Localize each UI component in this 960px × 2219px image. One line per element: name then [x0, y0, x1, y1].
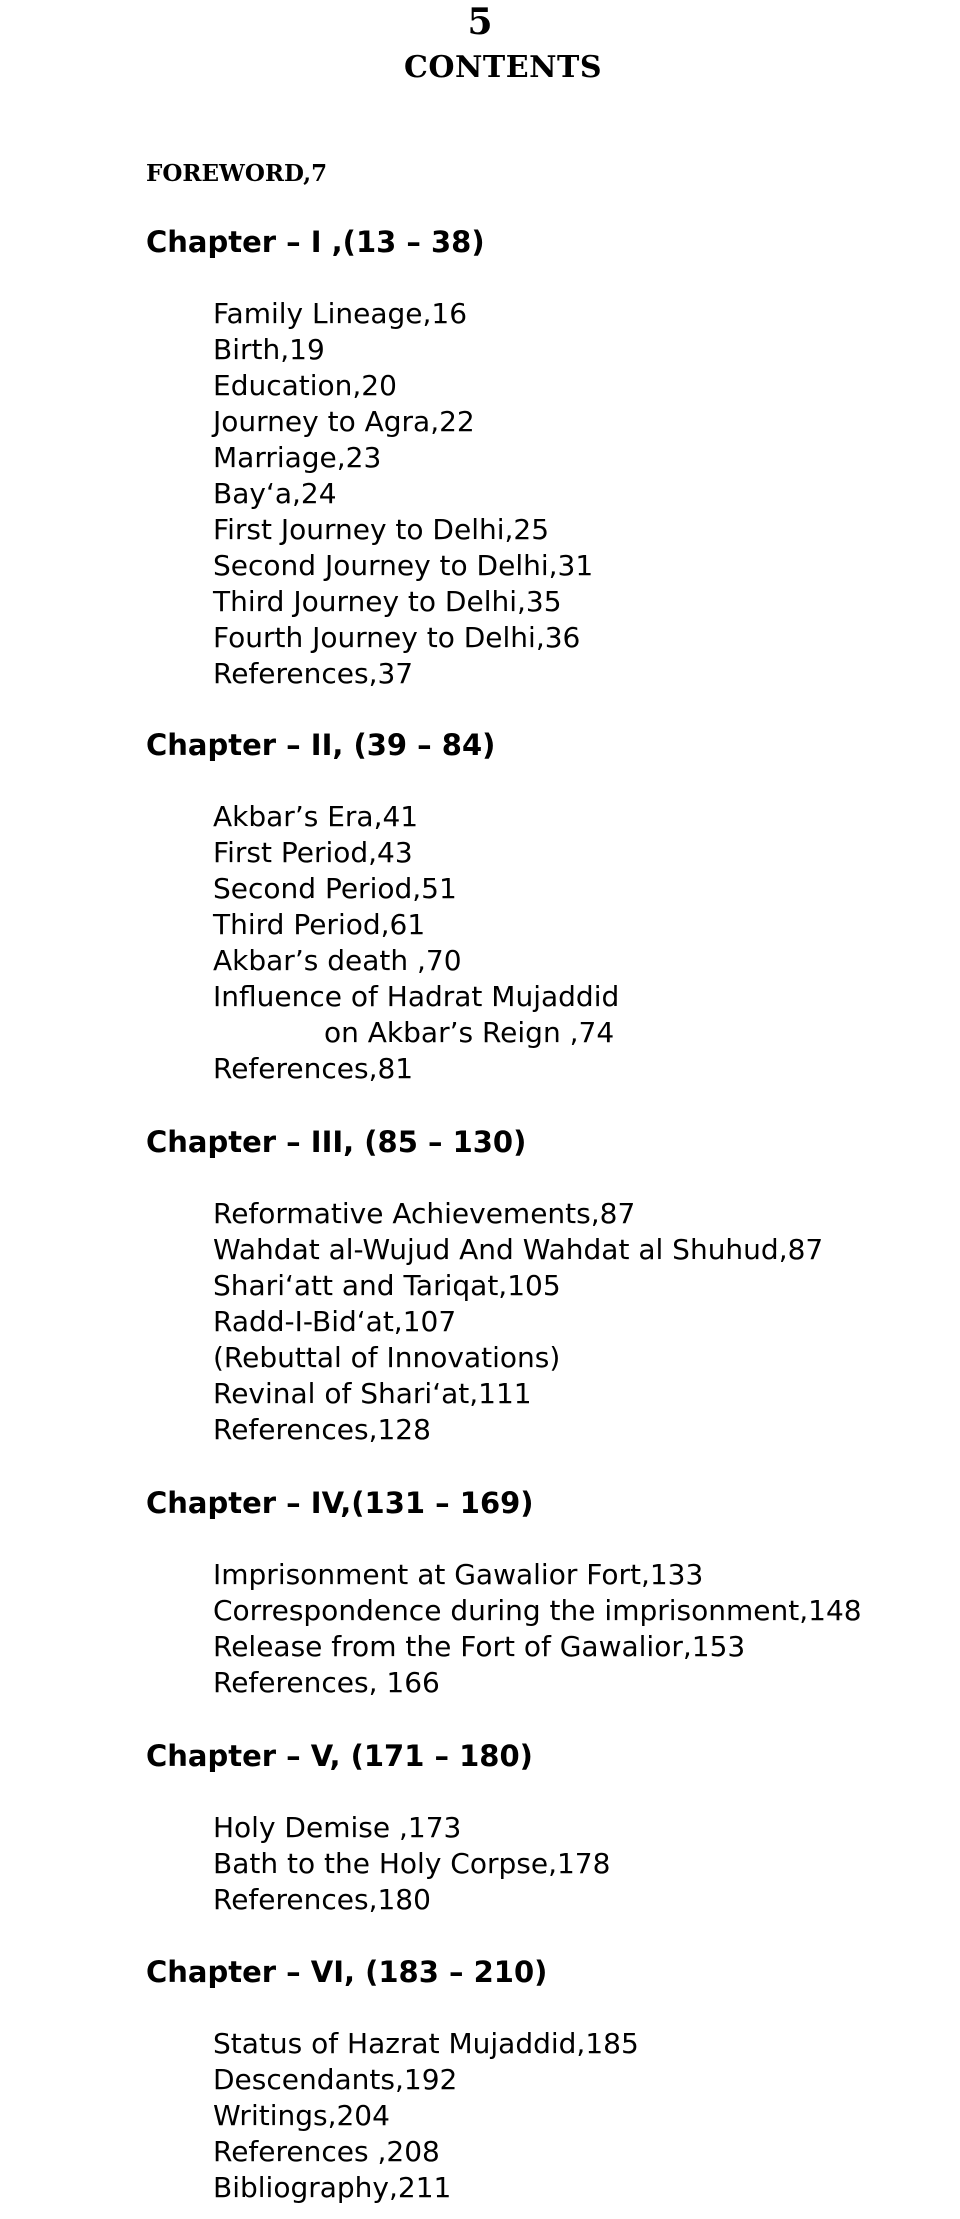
toc-entry: Akbar’s Era,41 [213, 800, 419, 833]
toc-entry: Bath to the Holy Corpse,178 [213, 1847, 611, 1880]
toc-entry: Radd-I-Bid‘at,107 [213, 1305, 457, 1338]
chapter-heading: Chapter – V, (171 – 180) [146, 1739, 533, 1773]
toc-entry: Wahdat al-Wujud And Wahdat al Shuhud,87 [213, 1233, 824, 1266]
toc-entry: Third Journey to Delhi,35 [213, 585, 562, 618]
chapter-heading: Chapter – III, (85 – 130) [146, 1125, 527, 1159]
chapter-entries [213, 2026, 639, 2206]
toc-entry: Writings,204 [213, 2099, 390, 2132]
toc-entry: Journey to Agra,22 [213, 405, 475, 438]
toc-entry-continuation: on Akbar’s Reign ,74 [324, 1016, 615, 1049]
toc-entry: References ,208 [213, 2135, 440, 2168]
chapter-entries [213, 1196, 823, 1448]
toc-entry: References,81 [213, 1052, 414, 1085]
chapter-heading: Chapter – II, (39 – 84) [146, 728, 496, 762]
toc-entry: Holy Demise ,173 [213, 1811, 462, 1844]
chapter-entries [213, 799, 619, 1087]
toc-entry: References,180 [213, 1883, 431, 1916]
chapter-heading: Chapter – I ,(13 – 38) [146, 225, 485, 259]
toc-entry: Status of Hazrat Mujaddid,185 [213, 2027, 639, 2060]
chapter-entries [213, 296, 593, 692]
toc-entry: Correspondence during the imprisonment,148 [213, 1594, 862, 1627]
toc-entry: Birth,19 [213, 333, 325, 366]
toc-entry: Imprisonment at Gawalior Fort,133 [213, 1558, 704, 1591]
toc-entry: First Journey to Delhi,25 [213, 513, 550, 546]
toc-entry: Bay‘a,24 [213, 477, 337, 510]
chapter-heading: Chapter – IV,(131 – 169) [146, 1486, 534, 1520]
foreword-entry: FOREWORD,7 [146, 160, 328, 187]
page-title: CONTENTS [403, 50, 603, 85]
toc-entry: Shari‘att and Tariqat,105 [213, 1269, 561, 1302]
toc-entry: Descendants,192 [213, 2063, 458, 2096]
chapter-entries [213, 1557, 862, 1701]
chapter-heading: Chapter – VI, (183 – 210) [146, 1955, 548, 1989]
toc-entry: References,128 [213, 1413, 431, 1446]
toc-entry: Marriage,23 [213, 441, 382, 474]
toc-entry: Bibliography,211 [213, 2171, 452, 2204]
toc-entry: Revinal of Shari‘at,111 [213, 1377, 532, 1410]
toc-entry: Reformative Achievements,87 [213, 1197, 636, 1230]
toc-entry: Release from the Fort of Gawalior,153 [213, 1630, 746, 1663]
page-number: 5 [467, 1, 493, 43]
toc-entry: Fourth Journey to Delhi,36 [213, 621, 581, 654]
toc-entry: Second Period,51 [213, 872, 457, 905]
toc-entry: References,37 [213, 657, 414, 690]
toc-entry: Family Lineage,16 [213, 297, 468, 330]
toc-entry: (Rebuttal of Innovations) [213, 1341, 561, 1374]
toc-entry: First Period,43 [213, 836, 413, 869]
toc-entry: Influence of Hadrat Mujaddid [213, 980, 620, 1013]
toc-entry: Akbar’s death ,70 [213, 944, 462, 977]
chapter-entries [213, 1810, 610, 1918]
toc-entry: Second Journey to Delhi,31 [213, 549, 594, 582]
toc-entry: Education,20 [213, 369, 397, 402]
toc-entry: References, 166 [213, 1666, 440, 1699]
toc-entry: Third Period,61 [213, 908, 426, 941]
